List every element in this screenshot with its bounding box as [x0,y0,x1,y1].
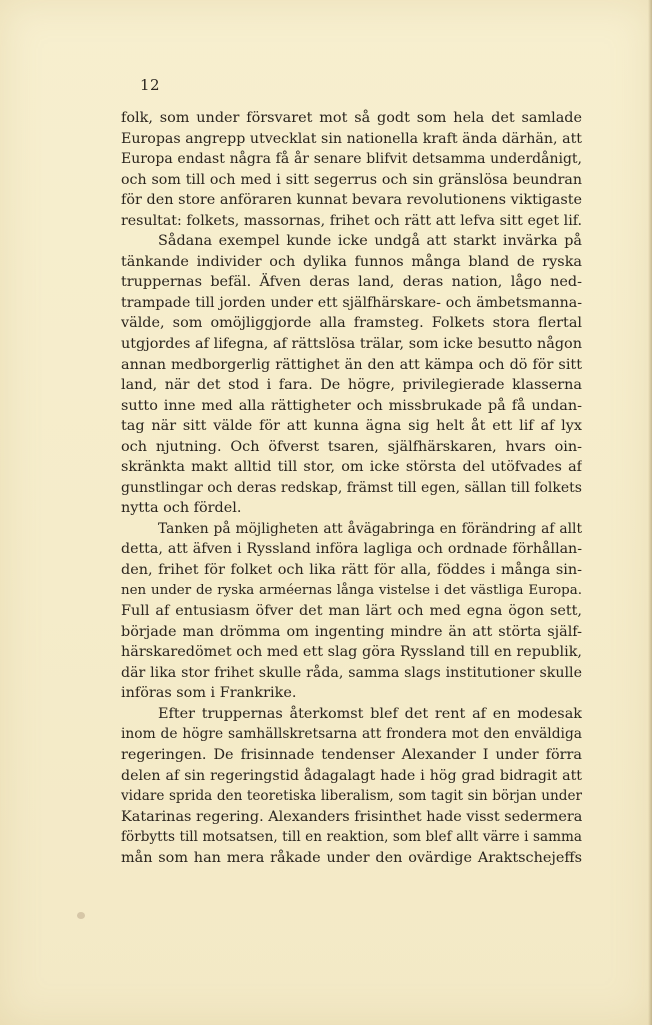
page-edge-shadow [648,0,652,1025]
text-line: sutto inne med alla rättigheter och missbrukade på få undan- [121,397,582,414]
text-line: nytta och fördel. [121,500,242,517]
text-line: truppernas befäl. Äfven deras land, deras nation, lågo ned- [121,274,582,291]
paragraph-1 [121,108,582,231]
text-line: Tanken på möjligheten att åvägabringa en förändring af allt [158,520,582,537]
text-line: mån som han mera råkade under den ovärdige Araktschejeffs [121,849,582,866]
text-line: trampade till jorden under ett själfhärskare- och ämbetsmanna- [121,294,582,311]
paragraph-3 [121,519,582,704]
text-line: Full af entusiasm öfver det man lärt och med egna ögon sett, [121,603,582,620]
text-line: förbytts till motsatsen, till en reaktion, som blef allt värre i samma [121,829,582,846]
text-line: skränkta makt alltid till stor, om icke största del utöfvades af [121,459,582,476]
text-line: Sådana exempel kunde icke undgå att starkt invärka på [158,233,582,250]
text-line: och njutning. Och öfverst tsaren, själfhärskaren, hvars oin- [121,438,582,455]
text-line: och som till och med i sitt segerrus och sin gränslösa beundran [121,171,582,188]
text-line: Europa endast några få år senare blifvit detsamma underdånigt, [121,151,582,168]
text-line: för den store anföraren kunnat bevara revolutionens viktigaste [121,192,582,209]
text-line: utgjordes af lifegna, af rättslösa trälar, som icke besutto någon [121,336,582,353]
text-line: den, frihet för folket och lika rätt för alla, föddes i många sin- [121,562,582,579]
text-line: införas som i Frankrike. [121,685,297,702]
paper-speck [77,912,85,919]
text-line: delen af sin regeringstid ådagalagt hade i hög grad bidragit att [121,767,582,784]
paragraph-2 [121,231,582,519]
text-line: tag när sitt välde för att kunna ägna sig helt åt ett lif af lyx [121,418,582,435]
text-line: härskaredömet och med ett slag göra Ryssland till en republik, [121,644,582,661]
paragraph-4 [121,704,582,868]
text-line: resultat: folkets, massornas, frihet och rätt att lefva sitt eget lif. [121,212,582,229]
text-line: gunstlingar och deras redskap, främst till egen, sällan till folkets [121,479,582,496]
text-line: Katarinas regering. Alexanders frisinthet hade visst sedermera [121,808,582,825]
text-line: nen under de ryska arméernas långa vistelse i det västliga Europa. [121,582,582,598]
text-line: Europas angrepp utvecklat sin nationella kraft ända därhän, att [121,130,582,147]
page-number: 12 [140,76,161,94]
body-text [121,108,582,868]
text-line: välde, som omöjliggjorde alla framsteg. Folkets stora flertal [121,315,582,332]
text-line: Efter truppernas återkomst blef det rent af en modesak [158,705,582,722]
text-line: annan medborgerlig rättighet än den att kämpa och dö för sitt [121,356,582,373]
text-line: vidare sprida den teoretiska liberalism, som tagit sin början under [121,788,582,805]
text-line: regeringen. De frisinnade tendenser Alexander I under förra [121,746,582,763]
text-line: där lika stor frihet skulle råda, samma slags institutioner skulle [121,664,582,681]
text-line: folk, som under försvaret mot så godt som hela det samlade [121,110,582,126]
text-line: detta, att äfven i Ryssland införa lagliga och ordnade förhållan- [121,541,582,558]
text-line: inom de högre samhällskretsarna att frondera mot den enväldiga [121,726,582,743]
text-line: land, när det stod i fara. De högre, privilegierade klasserna [121,377,582,394]
text-line: började man drömma om ingenting mindre än att störta själf- [121,623,582,640]
text-line: tänkande individer och dylika funnos många bland de ryska [121,253,582,270]
